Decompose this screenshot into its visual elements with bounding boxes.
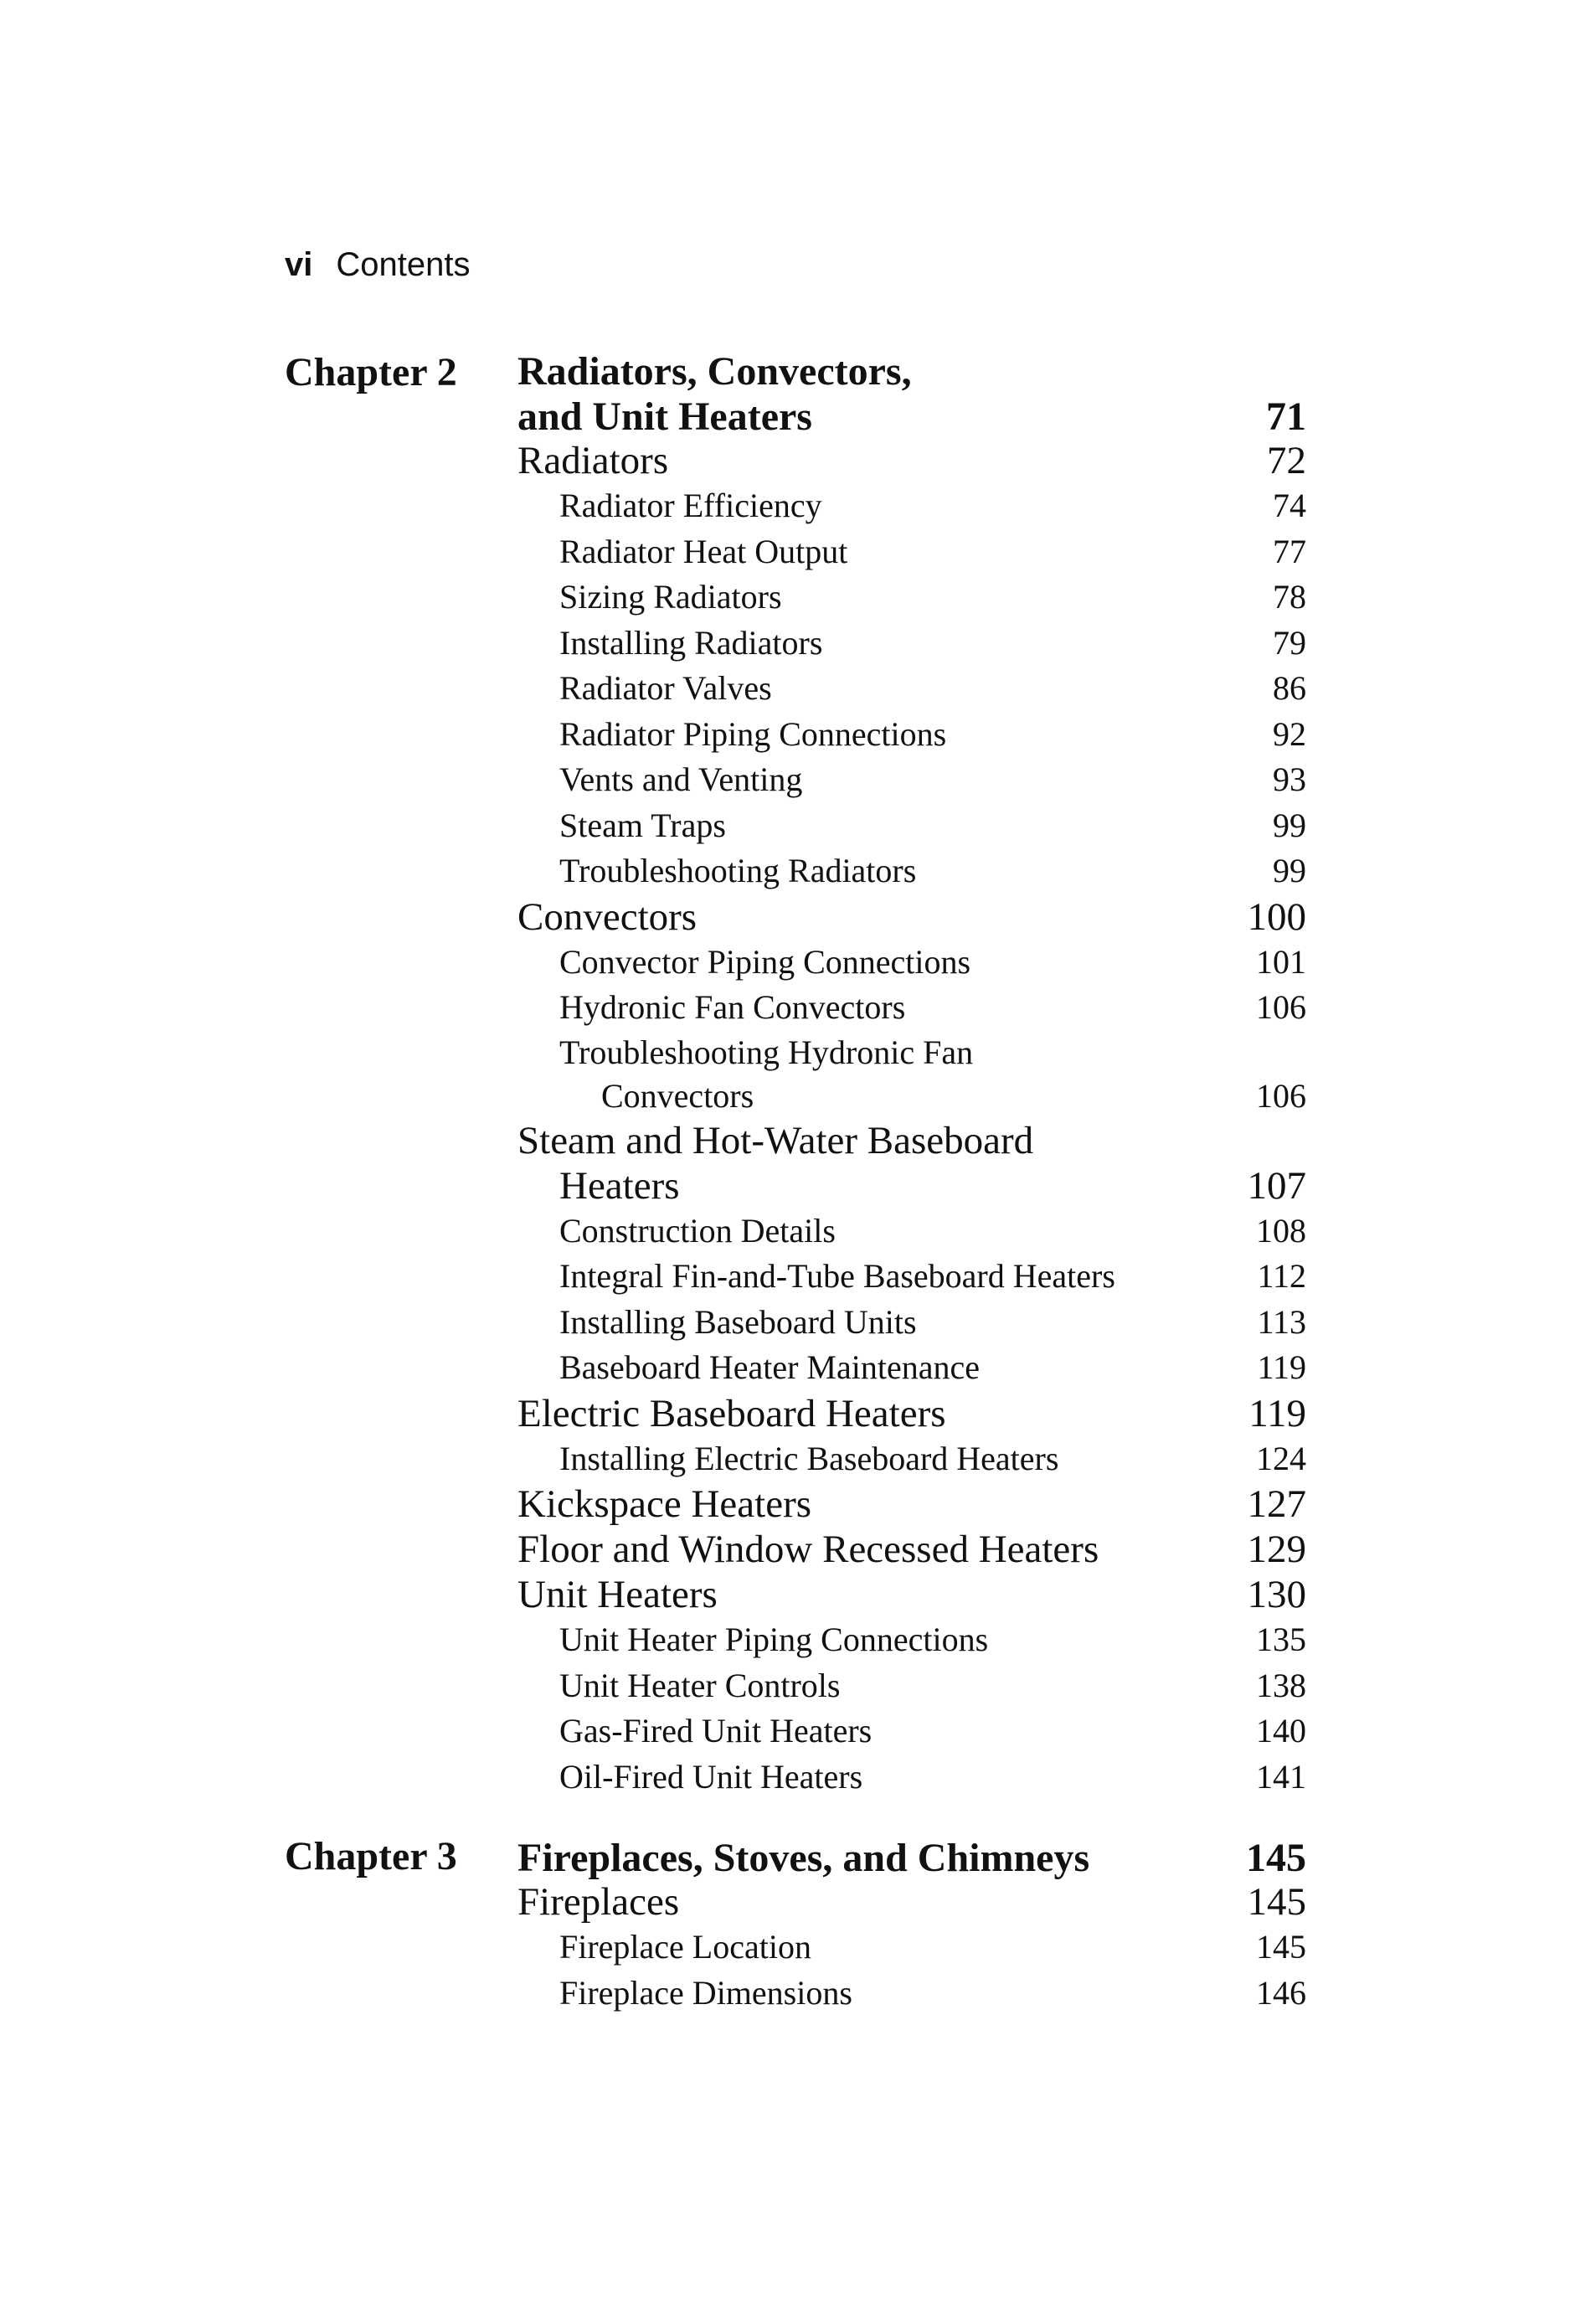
page-number: 138 bbox=[1256, 1666, 1306, 1704]
subsection-title: Unit Heater Controls bbox=[559, 1666, 841, 1704]
toc-subsection[interactable] bbox=[517, 1436, 1306, 1482]
subsection-title: Radiator Efficiency bbox=[559, 487, 822, 524]
page-number: 99 bbox=[1273, 852, 1306, 889]
subsection-title: Convector Piping Connections bbox=[559, 942, 971, 981]
subsection-title-continued: Convectors bbox=[601, 1076, 754, 1115]
toc-section[interactable] bbox=[517, 1481, 1306, 1527]
toc-subsection[interactable] bbox=[517, 848, 1306, 894]
page-number: 145 bbox=[1256, 1928, 1306, 1966]
toc-section[interactable] bbox=[517, 1391, 1306, 1436]
subsection-title: Oil-Fired Unit Heaters bbox=[559, 1757, 863, 1796]
subsection-title: Radiator Heat Output bbox=[559, 532, 848, 570]
toc-section[interactable] bbox=[517, 1879, 1306, 1925]
chapter-label: Chapter 3 bbox=[285, 1834, 457, 1878]
section-title: Electric Baseboard Heaters bbox=[517, 1391, 946, 1435]
subsection-title: Fireplace Location bbox=[559, 1928, 811, 1966]
toc-section-continued[interactable] bbox=[517, 1163, 1306, 1208]
subsection-title: Radiator Valves bbox=[559, 669, 772, 707]
toc-subsection[interactable] bbox=[517, 1300, 1306, 1346]
toc-subsection[interactable] bbox=[517, 1971, 1306, 2017]
page-number: 112 bbox=[1257, 1257, 1306, 1295]
section-title: Kickspace Heaters bbox=[517, 1482, 812, 1526]
toc-subsection[interactable] bbox=[517, 803, 1306, 849]
subsection-title: Troubleshooting Radiators bbox=[559, 852, 917, 889]
page-number: 101 bbox=[1256, 942, 1306, 981]
toc-subsection[interactable] bbox=[517, 1208, 1306, 1255]
page-number: 72 bbox=[1267, 439, 1306, 482]
page-number: 100 bbox=[1247, 894, 1306, 939]
toc-subsection[interactable] bbox=[517, 1254, 1306, 1300]
subsection-title: Installing Electric Baseboard Heaters bbox=[559, 1439, 1059, 1477]
page-number: 92 bbox=[1273, 714, 1306, 753]
page-number: 119 bbox=[1248, 1391, 1306, 1435]
page-number: 119 bbox=[1257, 1348, 1306, 1386]
subsection-title: Installing Radiators bbox=[559, 623, 823, 662]
toc-subsection[interactable] bbox=[517, 1708, 1306, 1755]
subsection-title: Steam Traps bbox=[559, 806, 726, 844]
subsection-title: Sizing Radiators bbox=[559, 578, 782, 616]
toc-section[interactable] bbox=[517, 1572, 1306, 1617]
toc-subsection[interactable] bbox=[517, 1925, 1306, 1971]
toc-section[interactable] bbox=[517, 1118, 1306, 1163]
toc-subsection[interactable] bbox=[517, 1755, 1306, 1801]
chapter-title: Fireplaces, Stoves, and Chimneys bbox=[517, 1836, 1090, 1880]
page-number: 79 bbox=[1273, 623, 1306, 662]
page-number: 77 bbox=[1273, 532, 1306, 570]
chapter-title-line[interactable] bbox=[517, 350, 1306, 393]
page-number: 140 bbox=[1256, 1712, 1306, 1749]
page-number: 93 bbox=[1273, 760, 1306, 798]
toc-subsection[interactable] bbox=[517, 1031, 1306, 1074]
toc-subsection-continued[interactable] bbox=[517, 1074, 1306, 1118]
page-number: 74 bbox=[1273, 487, 1306, 524]
running-head bbox=[285, 245, 470, 285]
toc-subsection[interactable] bbox=[517, 483, 1306, 529]
toc-subsection[interactable] bbox=[517, 575, 1306, 621]
toc-subsection[interactable] bbox=[517, 985, 1306, 1031]
chapter-title-line[interactable] bbox=[517, 393, 1306, 438]
subsection-title: Gas-Fired Unit Heaters bbox=[559, 1712, 873, 1749]
chapter-title: Radiators, Convectors, bbox=[517, 349, 912, 394]
subsection-title: Integral Fin-and-Tube Baseboard Heaters bbox=[559, 1257, 1115, 1295]
toc-subsection[interactable] bbox=[517, 621, 1306, 667]
page-number: 113 bbox=[1257, 1302, 1306, 1341]
toc-subsection[interactable] bbox=[517, 1663, 1306, 1709]
page-number: 78 bbox=[1273, 578, 1306, 616]
subsection-title: Hydronic Fan Convectors bbox=[559, 988, 906, 1026]
subsection-title: Troubleshooting Hydronic Fan bbox=[559, 1033, 974, 1071]
toc-entries bbox=[517, 1834, 1306, 2016]
section-title: Steam and Hot-Water Baseboard bbox=[517, 1118, 1034, 1162]
page-number: 108 bbox=[1256, 1211, 1306, 1250]
page-number: 129 bbox=[1247, 1528, 1306, 1571]
page-number: 145 bbox=[1246, 1836, 1306, 1880]
section-title: Floor and Window Recessed Heaters bbox=[517, 1528, 1099, 1571]
chapter-title: and Unit Heaters bbox=[517, 394, 812, 439]
toc-subsection[interactable] bbox=[517, 529, 1306, 575]
section-title: Fireplaces bbox=[517, 1880, 680, 1924]
section-title: Radiators bbox=[517, 439, 669, 482]
page-number: 99 bbox=[1273, 806, 1306, 844]
subsection-title: Fireplace Dimensions bbox=[559, 1973, 852, 2012]
toc-subsection[interactable] bbox=[517, 1617, 1306, 1663]
toc-section[interactable] bbox=[517, 894, 1306, 940]
page-number: 145 bbox=[1247, 1880, 1306, 1924]
toc-section[interactable] bbox=[517, 1527, 1306, 1572]
page-number: 71 bbox=[1266, 394, 1306, 439]
section-title: Convectors bbox=[517, 894, 697, 939]
toc-entries bbox=[517, 350, 1306, 1800]
page-number: 127 bbox=[1247, 1482, 1306, 1526]
subsection-title: Baseboard Heater Maintenance bbox=[559, 1348, 980, 1386]
page-number: 135 bbox=[1256, 1621, 1306, 1658]
subsection-title: Radiator Piping Connections bbox=[559, 714, 947, 753]
page-number: 130 bbox=[1247, 1573, 1306, 1616]
subsection-title: Vents and Venting bbox=[559, 760, 803, 798]
toc-subsection[interactable] bbox=[517, 666, 1306, 712]
toc-subsection[interactable] bbox=[517, 712, 1306, 758]
page-number: 146 bbox=[1256, 1973, 1306, 2012]
section-title-continued: Heaters bbox=[559, 1163, 680, 1208]
subsection-title: Unit Heater Piping Connections bbox=[559, 1621, 989, 1658]
page-number: 141 bbox=[1256, 1757, 1306, 1796]
toc-section[interactable] bbox=[517, 438, 1306, 483]
toc-subsection[interactable] bbox=[517, 940, 1306, 986]
page-number: 106 bbox=[1256, 1076, 1306, 1115]
toc-subsection[interactable] bbox=[517, 1345, 1306, 1391]
subsection-title: Construction Details bbox=[559, 1211, 836, 1250]
page-number: 124 bbox=[1256, 1439, 1306, 1477]
toc-subsection[interactable] bbox=[517, 757, 1306, 803]
running-head-label: Contents bbox=[336, 246, 471, 283]
page-number: 86 bbox=[1273, 669, 1306, 707]
page-number: 107 bbox=[1247, 1163, 1306, 1208]
section-title: Unit Heaters bbox=[517, 1573, 718, 1616]
chapter-title-line[interactable] bbox=[517, 1834, 1306, 1879]
page-folio: vi bbox=[285, 246, 313, 283]
chapter-label: Chapter 2 bbox=[285, 350, 457, 394]
page-number: 106 bbox=[1256, 988, 1306, 1026]
subsection-title: Installing Baseboard Units bbox=[559, 1302, 917, 1341]
